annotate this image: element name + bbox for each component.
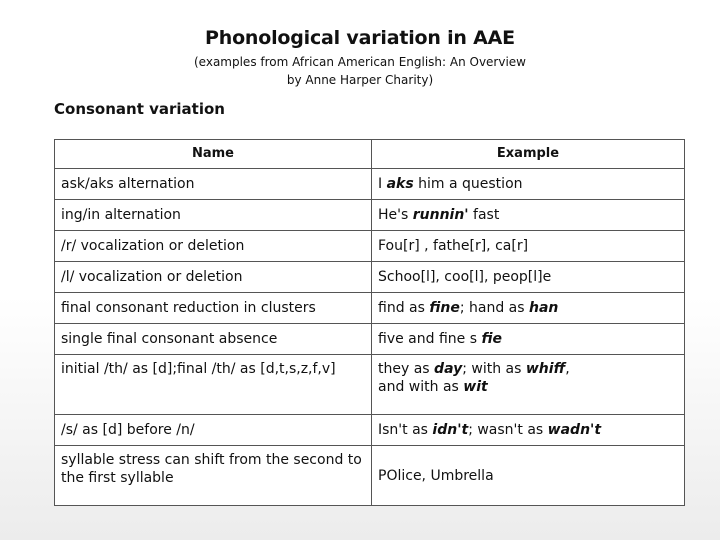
example-emphasis: wit <box>463 379 488 395</box>
cell-example <box>372 415 685 446</box>
cell-example <box>372 231 685 262</box>
example-text: find as <box>378 300 430 316</box>
subtitle-line-1: (examples from African American English: An Overview <box>193 55 526 69</box>
cell-name: ask/aks alternation <box>55 169 372 200</box>
header-example: Example <box>372 140 685 169</box>
cell-name: final consonant reduction in clusters <box>55 293 372 324</box>
table-row <box>55 355 685 415</box>
example-text: POlice, Umbrella <box>378 467 494 484</box>
table-header-row <box>55 140 685 169</box>
table-row <box>55 200 685 231</box>
table-row <box>55 293 685 324</box>
table-row <box>55 262 685 293</box>
table-row <box>55 446 685 506</box>
example-text: , <box>565 361 570 377</box>
example-text: Isn't as <box>378 422 433 438</box>
cell-example <box>372 446 685 506</box>
section-heading: Consonant variation <box>54 100 225 118</box>
example-emphasis: idn't <box>432 422 469 438</box>
cell-name: /r/ vocalization or deletion <box>55 231 372 262</box>
table-row <box>55 415 685 446</box>
slide-subtitle <box>0 53 720 89</box>
cell-example <box>372 169 685 200</box>
example-emphasis: day <box>434 361 463 377</box>
example-emphasis: runnin' <box>412 207 469 223</box>
example-text: and with as <box>378 379 464 395</box>
cell-name: single final consonant absence <box>55 324 372 355</box>
example-emphasis: whiff <box>525 361 566 377</box>
example-text: five and fine s <box>378 331 482 347</box>
example-emphasis: han <box>529 300 559 316</box>
example-emphasis: fine <box>429 300 460 316</box>
example-text: I <box>378 176 387 192</box>
table-body <box>55 169 685 506</box>
example-emphasis: wadn't <box>547 422 602 438</box>
example-emphasis: aks <box>386 176 414 192</box>
cell-name: initial /th/ as [d];final /th/ as [d,t,s,z,f,v] <box>55 355 372 415</box>
header-name: Name <box>55 140 372 169</box>
cell-name: /s/ as [d] before /n/ <box>55 415 372 446</box>
example-text: fast <box>468 207 500 223</box>
cell-name: ing/in alternation <box>55 200 372 231</box>
subtitle-line-2: by Anne Harper Charity) <box>286 73 434 87</box>
example-text: they as <box>378 361 435 377</box>
example-text: him a question <box>413 176 523 192</box>
example-text: He's <box>378 207 413 223</box>
example-text: ; hand as <box>459 300 529 316</box>
example-text: ; wasn't as <box>468 422 548 438</box>
cell-name: /l/ vocalization or deletion <box>55 262 372 293</box>
consonant-variation-table <box>54 139 685 506</box>
cell-example <box>372 355 685 415</box>
cell-name: syllable stress can shift from the second to the first syllable <box>55 446 372 506</box>
example-text: Schoo[l], coo[l], peop[l]e <box>378 269 552 285</box>
table-row <box>55 231 685 262</box>
cell-example <box>372 262 685 293</box>
cell-example <box>372 324 685 355</box>
cell-example <box>372 293 685 324</box>
example-text: Fou[r] , fathe[r], ca[r] <box>378 238 529 254</box>
table-row <box>55 324 685 355</box>
table-row <box>55 169 685 200</box>
slide-title: Phonological variation in AAE <box>205 27 515 49</box>
example-text: ; with as <box>462 361 526 377</box>
cell-example <box>372 200 685 231</box>
example-emphasis: fie <box>481 331 502 347</box>
